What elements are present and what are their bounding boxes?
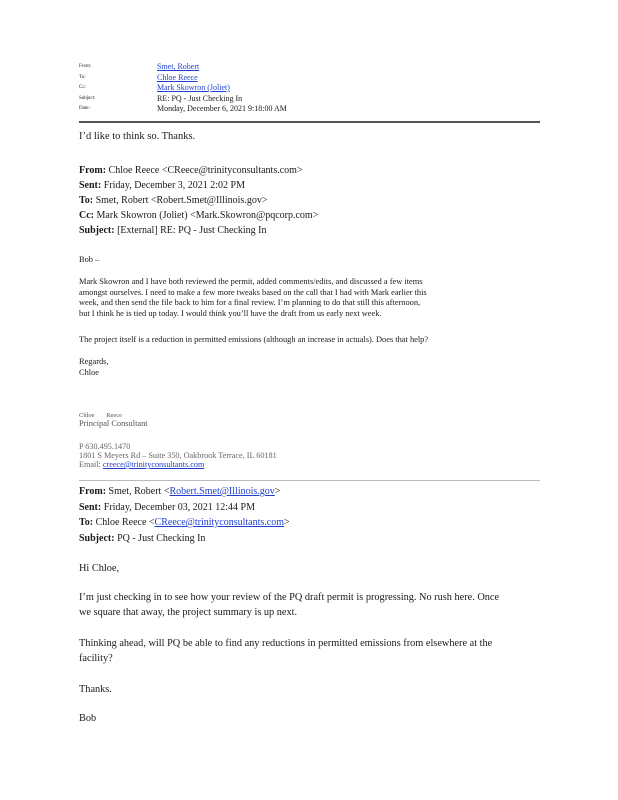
quoted1-meta bbox=[79, 163, 318, 238]
quoted2-to-row: To: Chloe Reece <CReece@trinityconsultants.com> bbox=[79, 517, 290, 528]
quoted2-thanks: Thanks. bbox=[79, 684, 112, 695]
quoted1-regards: Regards, bbox=[79, 357, 109, 366]
header-subject-value: RE: PQ - Just Checking In bbox=[157, 93, 243, 103]
quoted1-to-value: Smet, Robert <Robert.Smet@Illinois.gov> bbox=[95, 195, 268, 206]
quoted2-meta bbox=[79, 484, 290, 546]
header-cc-label: Cc: bbox=[79, 85, 86, 90]
quoted2-sent-row bbox=[79, 500, 290, 516]
email-header bbox=[79, 62, 549, 115]
quoted2-p2-line1: Thinking ahead, will PQ be able to find any reductions in permitted emissions from elsewhere at the bbox=[79, 638, 493, 649]
quoted1-cc-label: Cc: bbox=[79, 210, 94, 221]
quoted1-greeting: Bob – bbox=[79, 255, 100, 264]
quoted2-sent-label: Sent: bbox=[79, 501, 102, 513]
quoted1-from-label: From: bbox=[79, 165, 107, 176]
contact-email-row bbox=[79, 460, 277, 469]
signature-name bbox=[79, 412, 148, 419]
quoted1-from-row bbox=[79, 163, 318, 178]
quoted2-from-label: From: bbox=[79, 486, 107, 497]
contact-info bbox=[79, 442, 277, 469]
header-from-label: From: bbox=[79, 64, 92, 69]
quoted1-sent-value: Friday, December 3, 2021 2:02 PM bbox=[103, 180, 246, 191]
quoted1-sent-row bbox=[79, 178, 318, 193]
header-date-row bbox=[79, 104, 549, 115]
quoted1-paragraph-2: The project itself is a reduction in permitted emissions (although an increase in actuals). Does that help? bbox=[79, 335, 429, 344]
quoted1-subject-value: [External] RE: PQ - Just Checking In bbox=[117, 225, 267, 236]
quoted2-signoff: Bob bbox=[79, 713, 97, 724]
header-subject-label: Subject: bbox=[79, 95, 96, 101]
quoted1-sent-label: Sent: bbox=[79, 180, 102, 191]
quoted1-name: Chloe bbox=[79, 367, 100, 377]
quoted2-p1-line1: I’m just checking in to see how your review of the PQ draft permit is progressing. No rush here. Once bbox=[79, 592, 500, 603]
header-from-row bbox=[79, 62, 549, 73]
quote-divider bbox=[79, 480, 540, 481]
quoted2-subject-label: Subject: bbox=[79, 532, 115, 544]
quoted1-closing bbox=[79, 357, 109, 378]
quoted1-to-label: To: bbox=[79, 195, 94, 206]
quoted2-paragraph-2 bbox=[79, 636, 540, 666]
quoted2-from-email-link[interactable]: Robert.Smet@Illinois.gov bbox=[169, 486, 275, 497]
quoted2-p1-line2: we square that away, the project summary is up next. bbox=[79, 607, 298, 618]
signature-title: Principal Consultant bbox=[79, 419, 148, 428]
contact-address: 1801 S Meyers Rd – Suite 350, Oakbrook Terrace, IL 60181 bbox=[79, 451, 277, 460]
signature bbox=[79, 412, 148, 428]
signature-first: Chloe bbox=[79, 412, 95, 419]
quoted2-to-email-link[interactable]: CReece@trinityconsultants.com bbox=[154, 517, 285, 528]
header-subject-row bbox=[79, 94, 549, 105]
quoted1-to-row bbox=[79, 193, 318, 208]
reply-text: I’d like to think so. Thanks. bbox=[79, 131, 196, 142]
header-date-value: Monday, December 6, 2021 9:18:00 AM bbox=[157, 104, 287, 113]
header-to-link[interactable]: Chloe Reece bbox=[157, 72, 198, 82]
quoted1-p1-line2: amongst ourselves. I need to make a few more tweaks based on the call that I had with Mark earlier this bbox=[79, 287, 427, 297]
quoted1-from-value: Chloe Reece <CReece@trinityconsultants.com> bbox=[108, 165, 303, 176]
quoted2-to-name: Chloe Reece bbox=[95, 517, 147, 528]
quoted2-p2-line2: facility? bbox=[79, 653, 113, 664]
quoted2-subject-value: PQ - Just Checking In bbox=[117, 532, 206, 544]
contact-phone: P 630.495.1470 bbox=[79, 442, 131, 451]
quoted2-from-name: Smet, Robert bbox=[108, 486, 162, 497]
header-cc-row bbox=[79, 83, 549, 94]
header-divider bbox=[79, 121, 540, 123]
quoted1-paragraph-1 bbox=[79, 277, 540, 319]
quoted1-p1-line3: week, and then send the file back to him for a final review. I’m planning to do that still this afternoon, bbox=[79, 298, 421, 307]
header-to-label: To: bbox=[79, 74, 86, 80]
signature-last: Reece bbox=[106, 412, 123, 419]
contact-email-link[interactable]: creece@trinityconsultants.com bbox=[102, 460, 205, 469]
quoted2-to-label: To: bbox=[79, 517, 94, 528]
quoted1-cc-value: Mark Skowron (Joliet) <Mark.Skowron@pqcorp.com> bbox=[96, 210, 319, 221]
header-date-label: Date: bbox=[79, 106, 90, 111]
quoted1-p1-line1: Mark Skowron and I have both reviewed the permit, added comments/edits, and discussed a few items bbox=[79, 277, 423, 286]
quoted2-greeting: Hi Chloe, bbox=[79, 563, 120, 574]
quoted2-sent-value: Friday, December 03, 2021 12:44 PM bbox=[103, 501, 256, 513]
quoted2-paragraph-1 bbox=[79, 590, 540, 620]
quoted2-subject-row bbox=[79, 531, 290, 547]
quoted2-from-row: From: Smet, Robert <Robert.Smet@Illinois.gov> bbox=[79, 486, 281, 497]
quoted1-subject-label: Subject: bbox=[79, 225, 115, 236]
header-from-link[interactable]: Smet, Robert bbox=[157, 62, 200, 71]
quoted1-cc-row bbox=[79, 208, 318, 223]
contact-email-label: Email: bbox=[79, 460, 101, 469]
quoted1-p1-line4: but I think he is tied up today. I would think you’ll have the draft from us early next week. bbox=[79, 308, 382, 318]
header-cc-link[interactable]: Mark Skowron (Joliet) bbox=[157, 83, 230, 92]
header-to-row bbox=[79, 73, 549, 84]
quoted1-subject-row bbox=[79, 223, 318, 238]
